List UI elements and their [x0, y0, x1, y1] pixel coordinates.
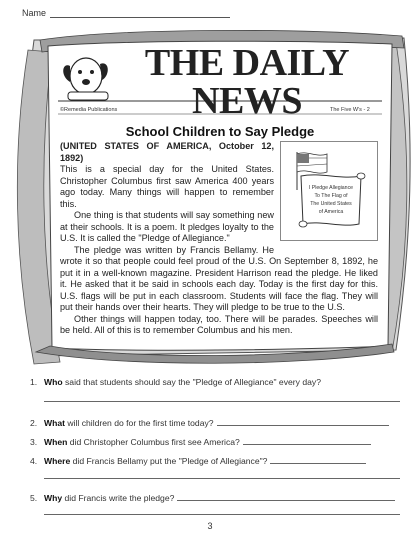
question-4: 4. Where did Francis Bellamy put the "Pledge of Allegiance"? — [30, 455, 400, 466]
scroll-line: I Pledge Allegiance — [308, 185, 354, 191]
scroll-line: of America — [318, 209, 344, 215]
answer-line-4[interactable] — [270, 455, 366, 464]
section-label: The Five W's - 2 — [330, 107, 370, 113]
question-1: 1. Who said that students should say the "Pledge of Allegiance" every day? — [30, 377, 321, 387]
article-headline: School Children to Say Pledge — [125, 124, 315, 139]
article-paragraph: One thing is that students will say something new at their schools. It is a poem. It pledges loyalty to the U.S. It is called the "Pledge of Allegiance." — [60, 210, 274, 243]
answer-line-1[interactable] — [44, 401, 400, 402]
masthead-title: THE DAILY NEWS — [144, 42, 350, 122]
pledge-scroll-illustration — [280, 141, 378, 241]
question-5: 5. Why did Francis write the pledge? — [30, 492, 400, 503]
question-2: 2. What will children do for the first time today? — [30, 417, 400, 428]
answer-line-4b[interactable] — [44, 478, 400, 479]
article-paragraph: Other things will happen today, too. There will be parades. Speeches will be held. All of this is to remember Columbus and his men. — [60, 313, 378, 335]
scroll-line: To The Flag of — [314, 193, 348, 199]
name-label: Name — [22, 8, 47, 18]
scroll-text — [303, 184, 359, 216]
question-3: 3. When did Christopher Columbus first see America? — [30, 436, 400, 447]
scroll-line: The United States — [310, 201, 352, 207]
page-number: 3 — [207, 521, 213, 531]
article-paragraph: This is a special day for the United States. Christopher Columbus first saw America 400 years ago today. Many things will happen to remember this. — [60, 164, 274, 209]
answer-line-5[interactable] — [177, 492, 395, 501]
answer-line-3[interactable] — [243, 436, 371, 445]
publisher-credit: ©Remedia Publications — [60, 107, 118, 113]
article-paragraph: The pledge was written by Francis Bellamy. He wrote it so that people could feel proud of the U.S. On September 8, 1892, he put it in a well-known magazine. President Harrison read the pledge. He liked it. He asked that it be said in schools each day. Today is the first day for this. U.S. flags will be put in each classroom. Students will face the flag. They will put their hands over their hearts. They will pledge to be true to the U.S. — [60, 244, 378, 312]
article-body — [60, 141, 378, 337]
article-dateline: (UNITED STATES OF AMERICA, October 12, 1892) — [60, 141, 274, 163]
answer-line-5b[interactable] — [44, 514, 400, 515]
answer-line-2[interactable] — [217, 417, 389, 426]
